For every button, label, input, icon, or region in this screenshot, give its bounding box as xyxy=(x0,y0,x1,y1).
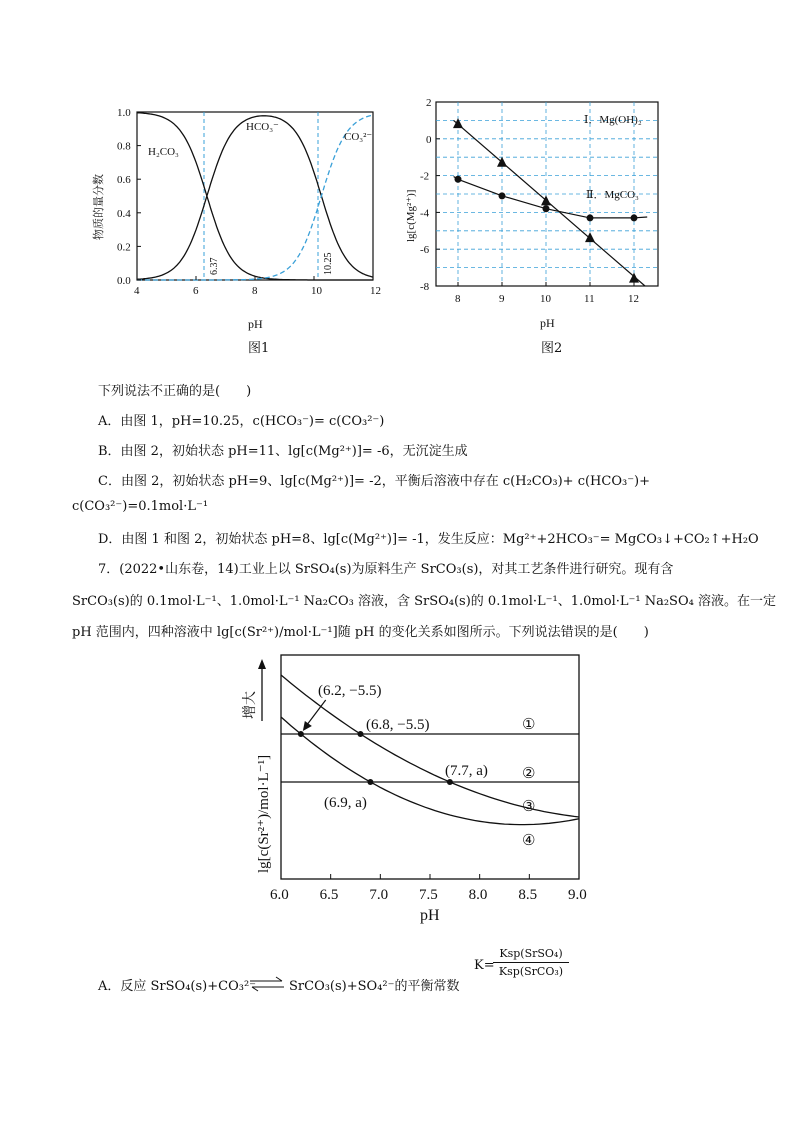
fig1-plot-frame xyxy=(137,112,373,280)
fig3-xlabel: pH xyxy=(420,907,440,924)
fig1-label-h2co3: H₂CO₃ xyxy=(148,146,179,158)
fig1-ylabel: 物质的量分数 xyxy=(93,174,105,240)
fig3-xtick-label: 8.5 xyxy=(518,887,538,903)
q7-option-a-denominator: Ksp(SrCO₃) xyxy=(498,965,564,978)
fig1-xtick-label: 6 xyxy=(193,285,199,297)
fig2-ytick-label: -6 xyxy=(420,244,430,257)
fig2-ytick-label: 0 xyxy=(426,133,432,146)
fig3-annot-4: (6.9, a) xyxy=(324,795,367,811)
fig1-curve-co3 xyxy=(137,115,373,280)
fig3-annot-3: (7.7, a) xyxy=(445,763,488,779)
fig2-point-mgoh2 xyxy=(585,232,595,242)
fig3-ylabel: lg[c(Sr²⁺)/mol·L⁻¹] xyxy=(256,754,272,873)
q6-option-a: A．由图 1，pH=10.25，c(HCO₃⁻)= c(CO₃²⁻) xyxy=(98,414,385,429)
fig3-xtick-label: 7.5 xyxy=(419,887,438,903)
fig2-xtick-label: 10 xyxy=(540,293,551,305)
fig3-point-1 xyxy=(298,731,304,737)
q7-line1: 7．(2022•山东卷，14)工业上以 SrSO₄(s)为原料生产 SrCO₃(s)，对其工艺条件进行研究。现有含 xyxy=(98,562,674,577)
fig1-curve-h2co3 xyxy=(137,113,373,280)
fig2-ylabel: lg[c(Mg²⁺)] xyxy=(405,189,417,242)
fig3-curve-label-2: ② xyxy=(522,766,536,782)
fig2-point-mgco3 xyxy=(455,176,462,183)
fig3-point-3 xyxy=(447,779,453,785)
fig2-label-curve1: Ⅰ．Mg(OH)₂ xyxy=(584,114,642,126)
fig1-ytick-label: 0.0 xyxy=(117,275,131,287)
q6-option-b: B．由图 2，初始状态 pH=11、lg[c(Mg²⁺)]= -6，无沉淀生成 xyxy=(98,444,468,459)
fig2-xtick-label: 9 xyxy=(499,293,505,305)
equilibrium-arrow-icon xyxy=(248,976,286,992)
fig2-point-mgco3 xyxy=(587,214,594,221)
q7-option-a-k-lhs: K= xyxy=(474,958,495,973)
fig3-xtick-label: 7.0 xyxy=(369,887,389,903)
figure-2 xyxy=(402,92,672,342)
fig2-point-mgco3 xyxy=(499,192,506,199)
fig2-point-mgco3 xyxy=(631,214,638,221)
fig2-xtick-label: 8 xyxy=(455,293,461,305)
figure-3 xyxy=(232,645,602,930)
q7-option-a-numerator: Ksp(SrSO₄) xyxy=(493,947,569,963)
fig3-arrow-head xyxy=(258,659,266,669)
fig3-arrow-label: 增大 xyxy=(243,691,258,719)
q6-option-c-line2: c(CO₃²⁻)=0.1mol·L⁻¹ xyxy=(72,499,209,514)
fig3-xtick-label: 6.0 xyxy=(270,887,289,903)
fig2-point-mgoh2 xyxy=(453,118,463,128)
fig1-label-pk1: 6.37 xyxy=(209,257,220,275)
fig2-point-mgco3 xyxy=(543,205,550,212)
fig3-xtick-label: 6.5 xyxy=(319,887,339,903)
fig2-point-mgoh2 xyxy=(497,157,507,167)
fig3-xtick-label: 8.0 xyxy=(468,887,488,903)
fig3-curve-label-4: ④ xyxy=(522,833,536,849)
fig1-label-pk2: 10.25 xyxy=(323,252,334,275)
fig2-label-curve2: Ⅱ．MgCO₃ xyxy=(586,189,639,201)
fig2-ytick-label: -8 xyxy=(420,281,430,293)
fig2-xtick-label: 12 xyxy=(628,293,639,305)
fig1-curve-hco3 xyxy=(137,116,373,279)
fig2-xlabel: pH xyxy=(540,316,555,330)
q7-line3: pH 范围内，四种溶液中 lg[c(Sr²⁺)/mol·L⁻¹]随 pH 的变化关系如图所示。下列说法错误的是( ) xyxy=(72,625,649,640)
fig1-ytick-label: 1.0 xyxy=(117,107,131,119)
figure-1 xyxy=(88,100,388,350)
q7-line2: SrCO₃(s)的 0.1mol·L⁻¹、1.0mol·L⁻¹ Na₂CO₃ 溶液，含 SrSO₄(s)的 0.1mol·L⁻¹、1.0mol·L⁻¹ Na₂SO₄ 溶液。在一定 xyxy=(72,594,776,609)
fig1-xtick-label: 12 xyxy=(370,285,381,297)
fig1-ytick-label: 0.8 xyxy=(117,140,131,153)
fig2-caption: 图2 xyxy=(541,341,563,356)
fig3-xtick-label: 9.0 xyxy=(568,887,587,903)
q7-option-a-text: A．反应 SrSO₄(s)+CO₃²⁻ xyxy=(98,979,257,994)
q6-option-d: D．由图 1 和图 2，初始状态 pH=8、lg[c(Mg²⁺)]= -1，发生反应：Mg²⁺+2HCO₃⁻= MgCO₃↓+CO₂↑+H₂O xyxy=(98,532,759,547)
fig1-label-co3: CO₃²⁻ xyxy=(344,131,373,143)
fig3-curve-label-3: ③ xyxy=(522,799,536,815)
fig1-ytick-label: 0.2 xyxy=(117,241,131,254)
q6-stem: 下列说法不正确的是( ) xyxy=(98,384,252,399)
fig2-xtick-label: 11 xyxy=(584,293,595,305)
fig1-xtick-label: 10 xyxy=(311,285,322,297)
fig2-ytick-label: -4 xyxy=(420,207,430,220)
fig2-ytick-label: -2 xyxy=(420,170,430,183)
fig1-xlabel: pH xyxy=(248,317,263,331)
q7-option-a-fraction xyxy=(493,947,569,978)
fig3-annot-2: (6.8, −5.5) xyxy=(366,717,430,733)
fig3-point-2 xyxy=(357,731,363,737)
fig1-caption: 图1 xyxy=(248,341,270,356)
q7-option-a-text2: SrCO₃(s)+SO₄²⁻的平衡常数 xyxy=(289,979,460,994)
q6-option-c-line1: C．由图 2，初始状态 pH=9、lg[c(Mg²⁺)]= -2，平衡后溶液中存在 c(H₂CO₃)+ c(HCO₃⁻)+ xyxy=(98,474,651,489)
fig1-label-hco3: HCO₃⁻ xyxy=(246,121,279,133)
fig1-ytick-label: 0.6 xyxy=(117,174,131,187)
fig3-annot-1: (6.2, −5.5) xyxy=(318,683,382,699)
fig3-point-4 xyxy=(367,779,373,785)
fig3-annot-arrowhead xyxy=(303,721,312,731)
fig3-curve-label-1: ① xyxy=(522,717,536,733)
fig1-xtick-label: 4 xyxy=(134,285,140,297)
fig1-ytick-label: 0.4 xyxy=(117,207,131,220)
fig2-ytick-label: 2 xyxy=(426,97,432,109)
fig1-xtick-label: 8 xyxy=(252,285,258,297)
